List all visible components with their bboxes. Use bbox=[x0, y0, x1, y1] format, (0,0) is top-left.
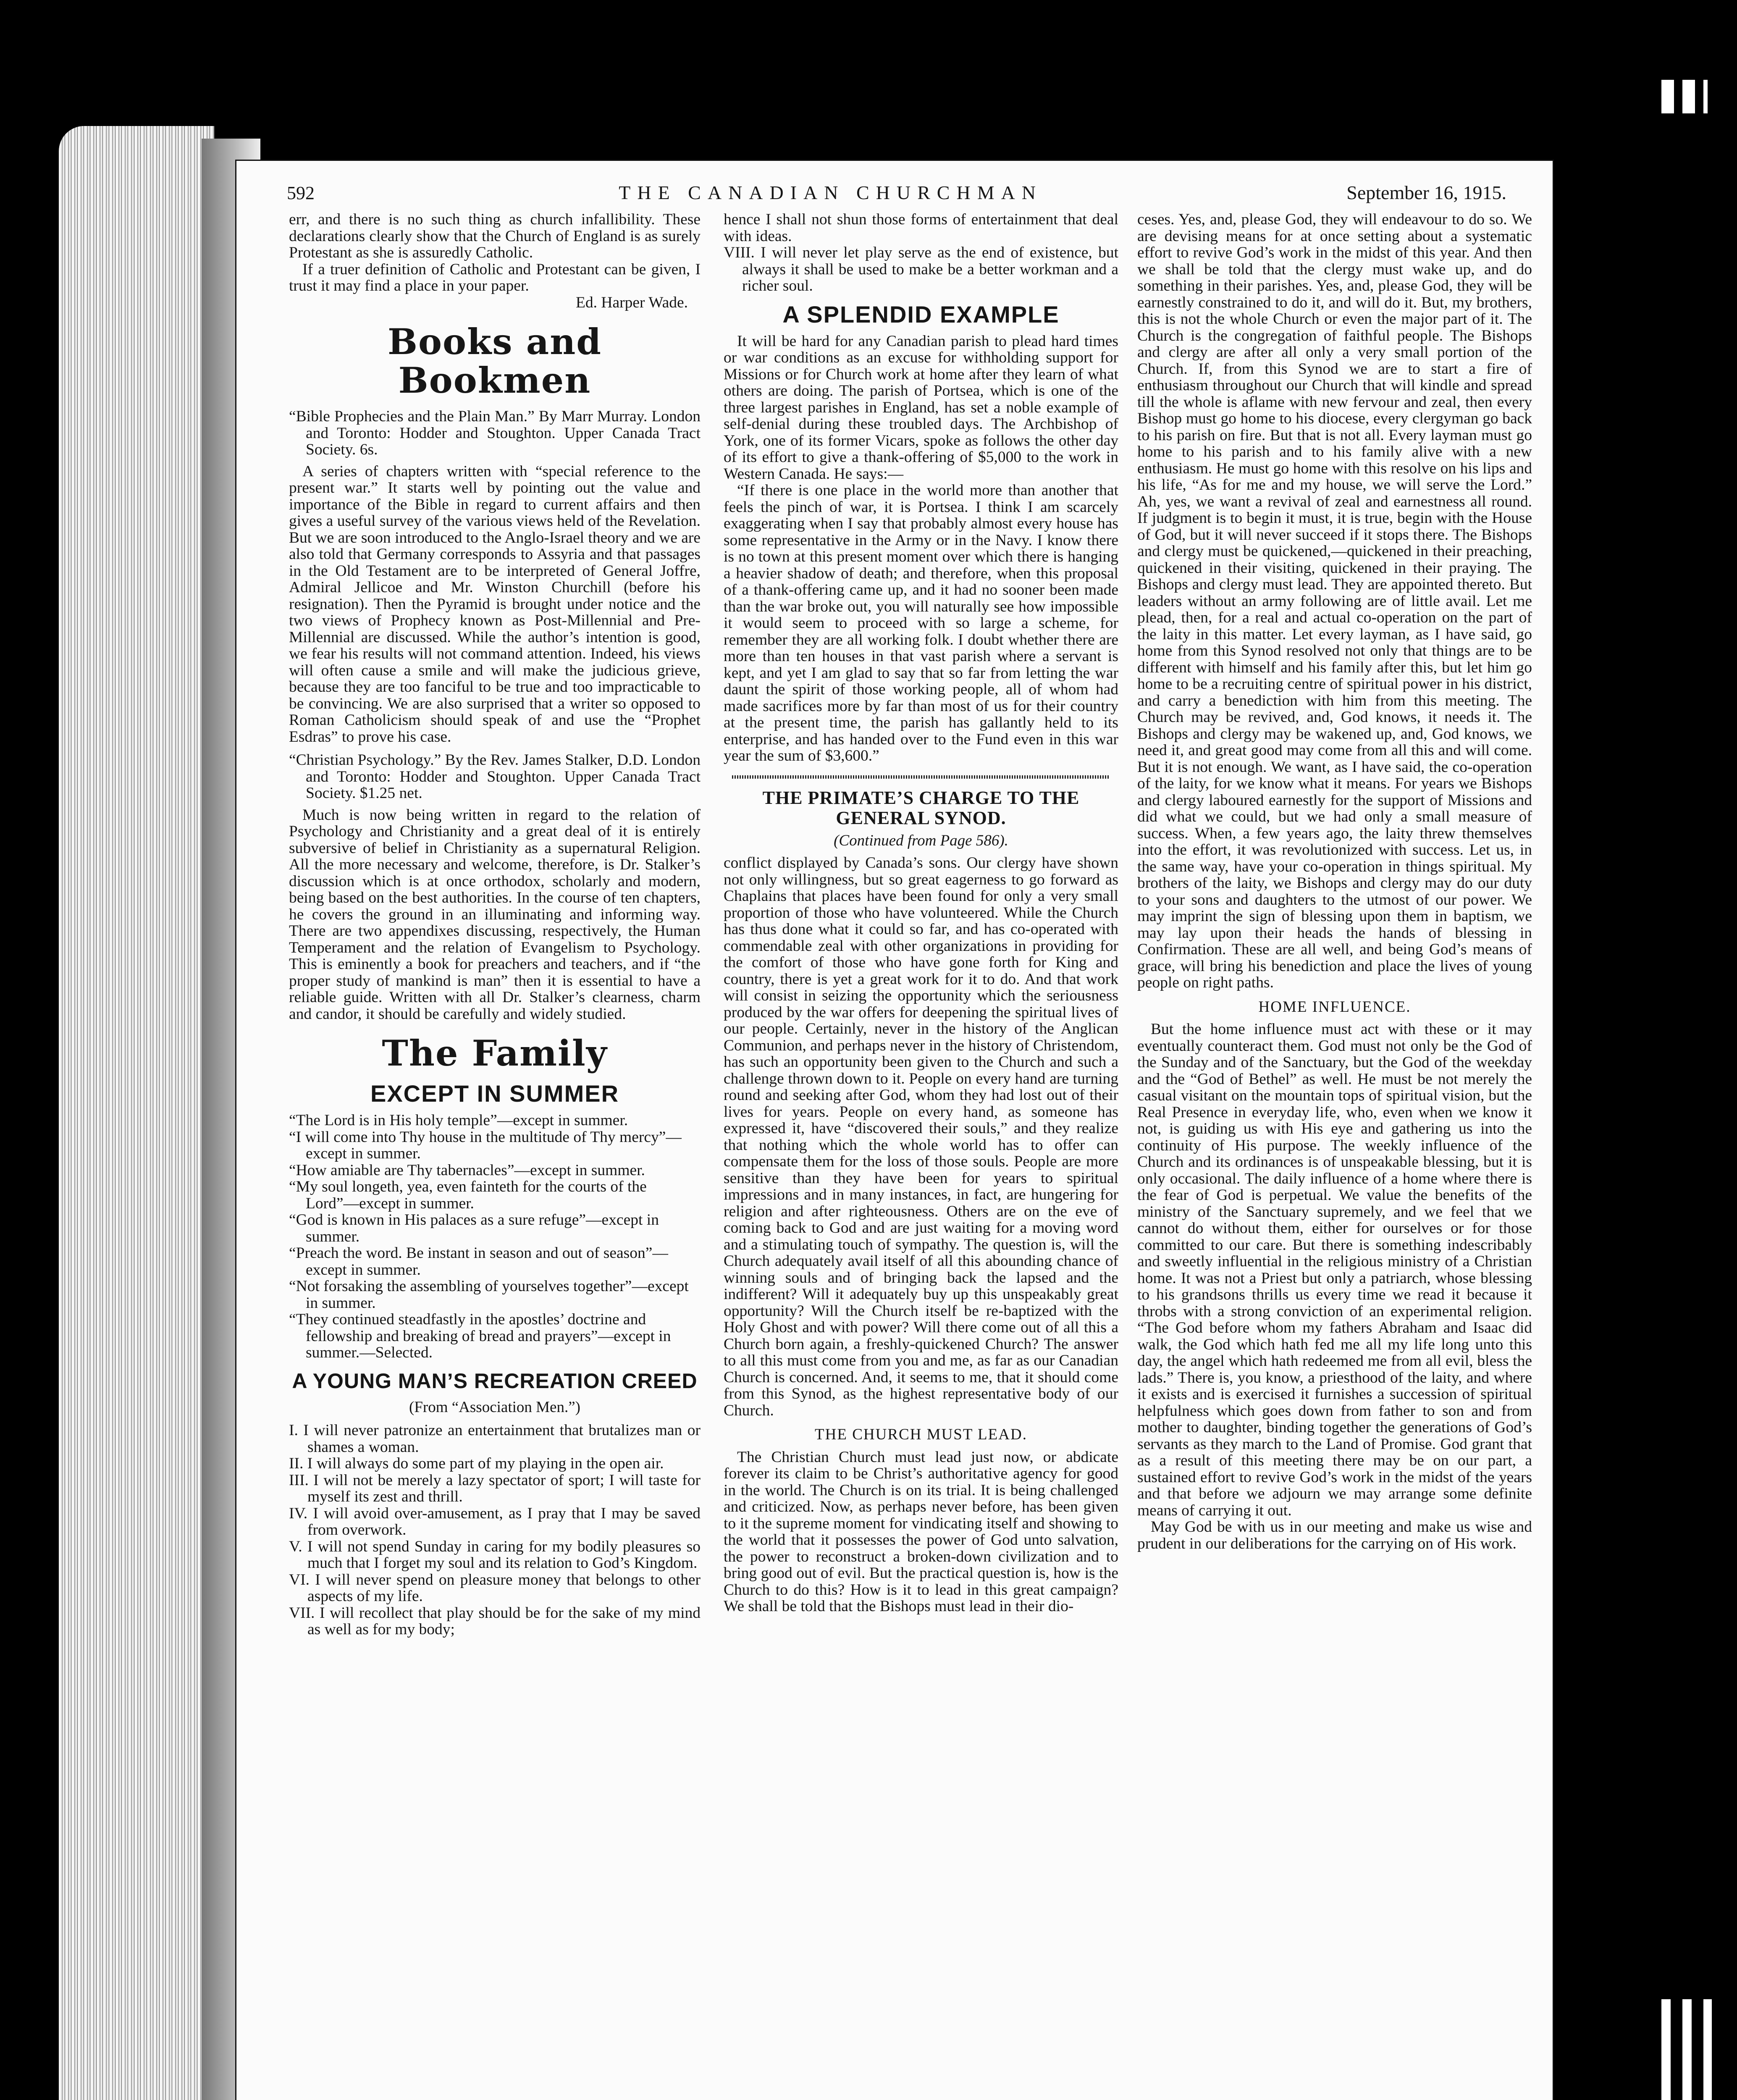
creed-item: IV. I will avoid over-amusement, as I pray that I may be saved from overwork. bbox=[289, 1504, 701, 1538]
article-heading: THE PRIMATE’S CHARGE TO THE GENERAL SYNOD. bbox=[762, 787, 1080, 828]
book-review: A series of chapters written with “special reference to the present war.” It starts well by pointing out the value and importance of the Bible in regard to current affairs and then gives a useful survey of the various views held of the Revelation. But we are soon introduced to the Anglo-Israel theory and we are also told that Germany corresponds to Assyria and that passages in the Old Testament are to be interpreted of General Joffre, Admiral Jellicoe and Mr. Winston Churchill (before his resignation). Then the Pyramid is brought under notice and the two views of Prophecy known as Post-Millennial and Pre-Millennial are discussed. While the author’s intention is good, we fear his results will not command attention. Indeed, his views will often cause a smile and will make the judicious grieve, because they are too fanciful to be true and too impracticable to be convincing. We are also surprised that a writer so opposed to Roman Catholicism should speak of and use the “Prophet Esdras” to prove his case. bbox=[289, 462, 701, 746]
article-heading: EXCEPT IN SUMMER bbox=[370, 1080, 619, 1107]
book-citation: “Christian Psychology.” By the Rev. James Stalker, D.D. London and Toronto: Hodder and Stoughton. Upper Canada Tract Society. $1.25 net. bbox=[289, 751, 701, 802]
creed-item: III. I will not be merely a lazy spectator of sport; I will taste for myself its zest and thrill. bbox=[289, 1471, 701, 1505]
creed-item: V. I will not spend Sunday in caring for my bodily pleasures so much that I forget my soul and its relation to God’s Kingdom. bbox=[289, 1538, 701, 1572]
subheading: THE CHURCH MUST LEAD. bbox=[815, 1426, 1027, 1443]
article-paragraph: ceses. Yes, and, please God, they will endeavour to do so. We are devising means for at once setting about a systematic effort to revive God’s work in the midst of this year. And then we shall be told that the clergy must wake up, and do something in their parishes. Yes, and, please God, they will be earnestly constrained to do it, and will do it. But, my brothers, this is not the whole Church or even the major part of it. The Church is the congregation of faithful people. The Bishops and clergy are after all only a very small portion of the Church. If, from this Synod we are to start a fire of enthusiasm throughout our Church that will kindle and spread till the whole is aflame with new fervour and zeal, then every Bishop must go home to his diocese, every clergyman go back to his parish on fire. But that is not all. Every layman must go home to his parish and to his family alive with a new enthusiasm. He must go home with this resolve on his lips and his life, “As for me and my house, we will serve the Lord.” Ah, yes, we want a revival of zeal and earnestness all round. If judgment is to begin it must, it is true, begin with the House of God, but it will never succeed if it stops there. The Bishops and clergy must be quickened,—quickened in their preaching, quickened in their visiting, quickened in their praying. The Bishops and clergy must lead. They are appointed thereto. But leaders without an army following are of little avail. Let me plead, then, for a real and actual co-operation on the part of the laity in this matter. Let every layman, as I have said, go home from this Synod resolved not only that things are to be different with himself and his family after this, but let him go home to be a recruiting centre of spiritual power in his district, and carry a benediction with him from this meeting. The Church may be revived, and, God knows, it needs it. The Bishops and clergy may be wakened up, and, God knows, we need it, and great good may come from all this and will come. But it is not enough. We want, as I have said, the co-operation of the laity, for we know what it means. For years we Bishops and clergy laboured earnestly for the support of Missions and did what we could, but we had only a small measure of success. When, a few years ago, the laity threw themselves into the effort, it was revolutionized with success. Let us, in the same way, have your co-operation in things spiritual. My brothers of the laity, we Bishops and clergy may do our duty to your sons and daughters to the utmost of our power. We may imprint the sign of blessing upon them in baptism, we may lay upon their heads the hands of blessing in Confirmation. These are all well, and being God’s means of grace, will bring his benediction and place the lives of young people on right paths. bbox=[1137, 211, 1532, 991]
letter-signature: Ed. Harper Wade. bbox=[575, 294, 688, 311]
letter-paragraph: If a truer definition of Catholic and Protestant can be given, I trust it may find a place in your paper. bbox=[289, 260, 701, 294]
article-paragraph: conflict displayed by Canada’s sons. Our clergy have shown not only willingness, but so great eagerness to go forward as Chaplains that places have been found for only a very small proportion of those who have volunteered. While the Church has thus done what it could so far, and has co-operated with commendable zeal with other organizations in providing for the comfort of those who have gone forth for King and country, there is yet a great work for it to do. And that work will consist in seizing the opportunity which the seriousness produced by the war offers for deepening the spiritual lives of our people. Certainly, never in the history of the Anglican Communion, and perhaps never in the history of Christendom, has such an opportunity been given to the Church and such a challenge thrown down to it. People on every hand are turning round and seeking after God, whom they had lost out of their lives for years. People on every hand, as someone has expressed it, have “discovered their souls,” and they realize that nothing which the whole world has to offer can compensate them for the loss of those souls. People are more sensitive than they have been for years to spiritual impressions and in many instances, in fact, are hungering for religion and after righteousness. Others are on the eve of coming back to God and are just waiting for a moving word and a stimulating touch of sympathy. The question is, will the Church adequately avail itself of all this abounding chance of winning souls and of bringing back the lapsed and the indifferent? Will it adequately buy up this unspeakably great opportunity? Will the Church itself be re-baptized with the Holy Ghost and with power? Will there come out of all this a Church born again, a freshly-quickened Church? The answer to all this must come from you and me, as far as our Canadian Church is concerned. And, it seems to me, that it should come from this Synod, as the highest representative body of our Church. bbox=[724, 854, 1118, 1419]
creed-item: VIII. I will never let play serve as the end of existence, but always it shall be used to make be a better workman and a richer soul. bbox=[724, 244, 1118, 294]
creed-item: VII. I will recollect that play should be for the sake of my mind as well as for my body; bbox=[289, 1604, 701, 1638]
summer-line: “Not forsaking the assembling of yourselves together”—except in summer. bbox=[289, 1278, 689, 1312]
column-right bbox=[1137, 211, 1532, 2065]
article-paragraph: “If there is one place in the world more than another that feels the pinch of war, it is Portsea. I think I am scarcely exaggerating when I say that probably almost every house has some representative in the Army or in the Navy. I know there is no town at this present moment over which there is hanging a heavier shadow of death; and therefore, when this proposal of a thank-offering came up, and it had no sooner been made than the war broke out, you will naturally see how impossible it would seem to proceed with so large a scheme, for remember they are all working folk. I doubt whether there are more than ten houses in that vast parish where a servant is kept, and yet I am glad to say that so far from letting the war daunt the spirit of those working people, all of whom had made sacrifices more by far than most of us for their country at the present time, the parish has gallantly held to its enterprise, and has handed over to the Fund even in this war year the sum of $3,600.” bbox=[724, 482, 1118, 764]
letter-paragraph: err, and there is no such thing as church infallibility. These declarations clearly show that the Church of England is as surely Protestant as she is assuredly Catholic. bbox=[289, 211, 701, 261]
summer-line: “The Lord is in His holy temple”—except in summer. bbox=[289, 1112, 628, 1129]
column-left bbox=[289, 211, 701, 2065]
creed-item: II. I will always do some part of my playing in the open air. bbox=[289, 1455, 664, 1472]
creed-continuation: hence I shall not shun those forms of entertainment that deal with ideas. bbox=[724, 211, 1118, 245]
creed-item: I. I will never patronize an entertainment that brutalizes man or shames a woman. bbox=[289, 1422, 701, 1456]
issue-date: September 16, 1915. bbox=[1346, 182, 1506, 203]
book-citation: “Bible Prophecies and the Plain Man.” By Marr Murray. London and Toronto: Hodder and Stoughton. Upper Canada Tract Society. 6s. bbox=[289, 408, 701, 458]
summer-line: “I will come into Thy house in the multitude of Thy mercy”—except in summer. bbox=[289, 1128, 682, 1162]
page-number: 592 bbox=[287, 183, 315, 203]
newspaper-page bbox=[235, 160, 1554, 2100]
section-heading-family: The Family bbox=[382, 1032, 608, 1074]
column-middle bbox=[724, 211, 1118, 2065]
section-heading-books: Books and Bookmen bbox=[387, 321, 602, 401]
article-paragraph: But the home influence must act with these or it may eventually counteract them. God must not only be the God of the Sunday and of the Sanctuary, but the God of the weekday and the “God of Bethel” as well. He must be not merely the casual visitant on the mountain tops of spiritual vision, but the Real Presence in everyday life, who, even when we know it not, is guiding us with His eye and gathering us into the continuity of His purpose. The weekly influence of the Church and its ordinances is of unspeakable blessing, but it is only occasional. The daily influence of a home where there is the fear of God is perpetual. We value the benefits of the ministry of the Sanctuary supremely, and we feel that we cannot do without them, either for ourselves or for those committed to our care. But there is something indescribably and sweetly influential in the religious ministry of a Christian home. It was not a Priest but only a patriarch, whose blessing to his grandsons thrills us every time we read it because it throbs with a strong conviction of an experimental religion. “The God before whom my fathers Abraham and Isaac did walk, the God which hath fed me all my life long unto this day, the angel which hath redeemed me from all evil, bless the lads.” There is, you know, a priesthood of the laity, and where it exists and is exercised it furnishes a succession of spiritual helpfulness which goes down from father to son and from mother to daughter, binding together the generations of God’s servants as they march to the Land of Promise. God grant that as a result of this meeting there may be on our part, a sustained effort to revive God’s work in the midst of the years and that before we adjourn we may arrange some definite means of carrying it out. bbox=[1137, 1021, 1532, 1519]
scan-registration-mark bbox=[1661, 80, 1708, 113]
article-source: (From “Association Men.”) bbox=[409, 1398, 580, 1416]
article-paragraph: The Christian Church must lead just now, or abdicate forever its claim to be Christ’s authoritative agency for good in the world. The Church is on its trial. It is being challenged and criticized. Now, as perhaps never before, has been given to it the supreme moment for vindicating itself and showing to the world that it possesses the power of God unto salvation, the power to reconstruct a broken-down civilization and to bring good out of evil. But the practical question is, how is the Church to do this? How is it to lead in this great campaign? We shall be told that the Bishops must lead in their dio- bbox=[724, 1448, 1118, 1615]
creed-item: VI. I will never spend on pleasure money that belongs to other aspects of my life. bbox=[289, 1571, 701, 1605]
summer-line: “Preach the word. Be instant in season and out of season”—except in summer. bbox=[289, 1244, 668, 1278]
summer-line: “How amiable are Thy tabernacles”—except in summer. bbox=[289, 1161, 645, 1179]
summer-line: “God is known in His palaces as a sure refuge”—except in summer. bbox=[289, 1211, 659, 1245]
scan-registration-mark bbox=[1661, 1999, 1712, 2100]
page-header bbox=[287, 170, 1506, 204]
subheading: HOME INFLUENCE. bbox=[1258, 998, 1411, 1016]
publication-title: THE CANADIAN CHURCHMAN bbox=[619, 182, 1043, 203]
summer-line: “They continued steadfastly in the apostles’ doctrine and fellowship and breaking of bread and prayers”—except in summer.—Selected. bbox=[289, 1311, 671, 1361]
divider-rule bbox=[732, 775, 1110, 779]
article-paragraph: It will be hard for any Canadian parish to plead hard times or war conditions as an excuse for withholding support for Missions or for Church work at home after they learn of what others are doing. The parish of Portsea, which is one of the three largest parishes in England, has set a noble example of self-denial during these troubled days. The Archbishop of York, one of its former Vicars, spoke as follows the other day of its effort to give a thank-offering of $5,000 to the work in Western Canada. He says:— bbox=[724, 332, 1118, 483]
summer-line: “My soul longeth, yea, even fainteth for the courts of the Lord”—except in summer. bbox=[289, 1178, 647, 1212]
article-paragraph: May God be with us in our meeting and make us wise and prudent in our deliberations for the carrying on of His work. bbox=[1137, 1518, 1532, 1552]
book-page-edges bbox=[59, 126, 214, 2100]
continued-note: (Continued from Page 586). bbox=[834, 832, 1008, 849]
book-review: Much is now being written in regard to the relation of Psychology and Christianity and a great deal of it is entirely subversive of belief in Christianity as a supernatural Religion. All the more necessary and welcome, therefore, is Dr. Stalker’s discussion which is at once orthodox, scholarly and modern, being based on the best authorities. In the course of ten chapters, he covers the ground in an illuminating and informing way. There are two appendixes discussing, respectively, the Human Temperament and the relation of Evangelism to Psychology. This is eminently a book for preachers and teachers, and if “the proper study of mankind is man” then it is essential to have a reliable guide. Written with all Dr. Stalker’s clearness, charm and candor, it should be carefully and widely studied. bbox=[289, 806, 701, 1023]
article-heading: A SPLENDID EXAMPLE bbox=[782, 301, 1060, 328]
article-heading: A YOUNG MAN’S RECREATION CREED bbox=[292, 1369, 698, 1393]
